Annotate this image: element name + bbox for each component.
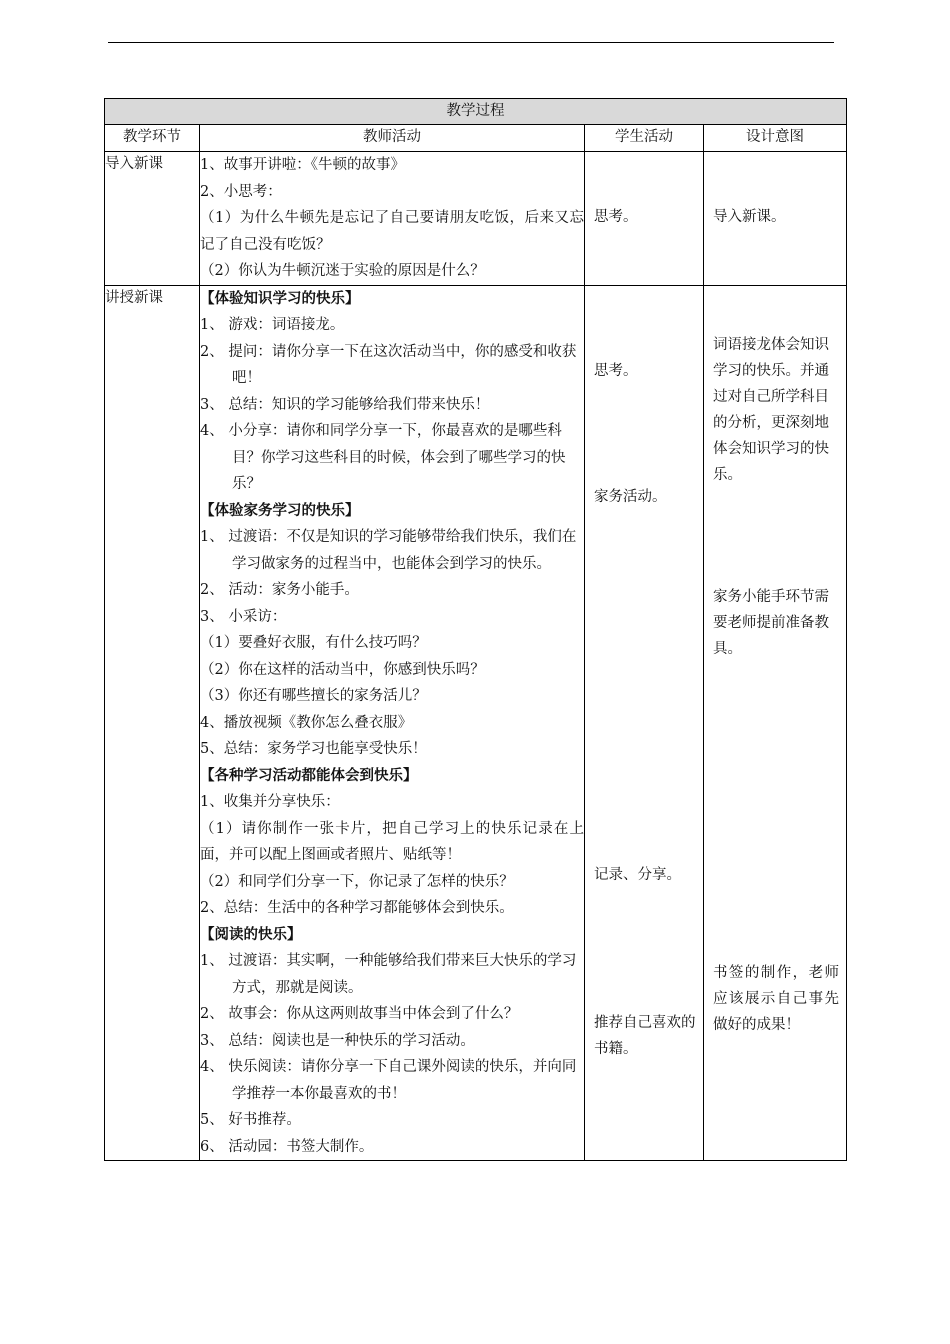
header-design: 设计意图 bbox=[704, 125, 847, 152]
design-intent bbox=[704, 152, 847, 286]
list-item: 4、播放视频《教你怎么叠衣服》 bbox=[200, 714, 413, 731]
list-item: 4、 小分享：请你和同学分享一下，你最喜欢的是哪些科目？你学习这些科目的时候，体会到了哪些学习的快乐？ bbox=[200, 423, 566, 492]
table-title: 教学过程 bbox=[105, 99, 847, 125]
list-item: 1、 过渡语：其实啊，一种能够给我们带来巨大快乐的学习方式，那就是阅读。 bbox=[200, 953, 577, 996]
subsection-heading: 【体验知识学习的快乐】 bbox=[200, 289, 360, 307]
design-note: 家务小能手环节需要老师提前准备教具。 bbox=[713, 588, 829, 657]
student-note: 推荐自己喜欢的书籍。 bbox=[594, 1014, 696, 1057]
list-item: 1、故事开讲啦：《牛顿的故事》 bbox=[200, 157, 405, 173]
design-intent bbox=[704, 285, 847, 1161]
student-note: 记录、分享。 bbox=[594, 866, 681, 883]
student-note: 思考。 bbox=[594, 362, 638, 379]
header-row bbox=[105, 125, 847, 152]
header-student: 学生活动 bbox=[585, 125, 704, 152]
header-stage: 教学环节 bbox=[105, 125, 200, 152]
list-item: 3、 总结：阅读也是一种快乐的学习活动。 bbox=[200, 1032, 475, 1049]
list-item: （2）你在这样的活动当中，你感到快乐吗？ bbox=[200, 661, 485, 678]
header-teacher: 教师活动 bbox=[200, 125, 585, 152]
list-item: 3、 总结：知识的学习能够给我们带来快乐！ bbox=[200, 396, 490, 413]
list-item: 5、总结：家务学习也能享受快乐！ bbox=[200, 741, 427, 757]
subsection-heading: 【各种学习活动都能体会到快乐】 bbox=[200, 766, 418, 784]
section-label: 导入新课 bbox=[105, 152, 200, 286]
list-item: 2、小思考： bbox=[200, 183, 282, 200]
subsection-heading: 【体验家务学习的快乐】 bbox=[200, 501, 360, 519]
list-item: 1、 过渡语：不仅是知识的学习能够带给我们快乐，我们在学习做家务的过程当中，也能体会到学习的快乐。 bbox=[200, 529, 577, 572]
student-activity bbox=[585, 285, 704, 1161]
teacher-activity bbox=[200, 152, 585, 286]
list-item: （3）你还有哪些擅长的家务活儿？ bbox=[200, 688, 427, 704]
design-note: 词语接龙体会知识学习的快乐。并通过对自己所学科目的分析，更深刻地体会知识学习的快乐。 bbox=[713, 336, 829, 483]
header-rule bbox=[108, 42, 834, 43]
student-note: 思考。 bbox=[594, 209, 638, 225]
list-item: 5、 好书推荐。 bbox=[200, 1112, 301, 1128]
student-activity bbox=[585, 152, 704, 286]
table-row bbox=[105, 285, 847, 1161]
teaching-process-table bbox=[104, 98, 847, 1161]
design-note: 导入新课。 bbox=[713, 209, 786, 225]
design-note: 书签的制作，老师应该展示自己事先做好的成果！ bbox=[713, 964, 839, 1033]
list-item: 2、总结：生活中的各种学习都能够体会到快乐。 bbox=[200, 900, 514, 916]
teacher-activity bbox=[200, 285, 585, 1161]
list-item: 4、 快乐阅读：请你分享一下自己课外阅读的快乐，并向同学推荐一本你最喜欢的书！ bbox=[200, 1059, 577, 1102]
list-item: 3、 小采访： bbox=[200, 608, 287, 625]
section-label: 讲授新课 bbox=[105, 285, 200, 1161]
list-item: 6、 活动园：书签大制作。 bbox=[200, 1138, 374, 1155]
list-item: （2）你认为牛顿沉迷于实验的原因是什么？ bbox=[200, 263, 485, 279]
list-item: 1、收集并分享快乐： bbox=[200, 794, 340, 810]
student-note: 家务活动。 bbox=[594, 488, 667, 505]
list-item: 1、 游戏：词语接龙。 bbox=[200, 317, 345, 333]
list-item: （2）和同学们分享一下，你记录了怎样的快乐？ bbox=[200, 873, 514, 890]
list-item: 2、 故事会：你从这两则故事当中体会到了什么？ bbox=[200, 1006, 519, 1022]
table-row bbox=[105, 152, 847, 286]
list-item: （1）要叠好衣服，有什么技巧吗？ bbox=[200, 635, 427, 651]
list-item: 2、 提问：请你分享一下在这次活动当中，你的感受和收获吧！ bbox=[200, 343, 577, 386]
list-item: （1）请你制作一张卡片，把自己学习上的快乐记录在上面，并可以配上图画或者照片、贴纸等！ bbox=[200, 820, 584, 863]
subsection-heading: 【阅读的快乐】 bbox=[200, 925, 302, 943]
list-item: 2、 活动：家务小能手。 bbox=[200, 582, 359, 598]
list-item: （1）为什么牛顿先是忘记了自己要请朋友吃饭，后来又忘记了自己没有吃饭？ bbox=[200, 210, 584, 253]
